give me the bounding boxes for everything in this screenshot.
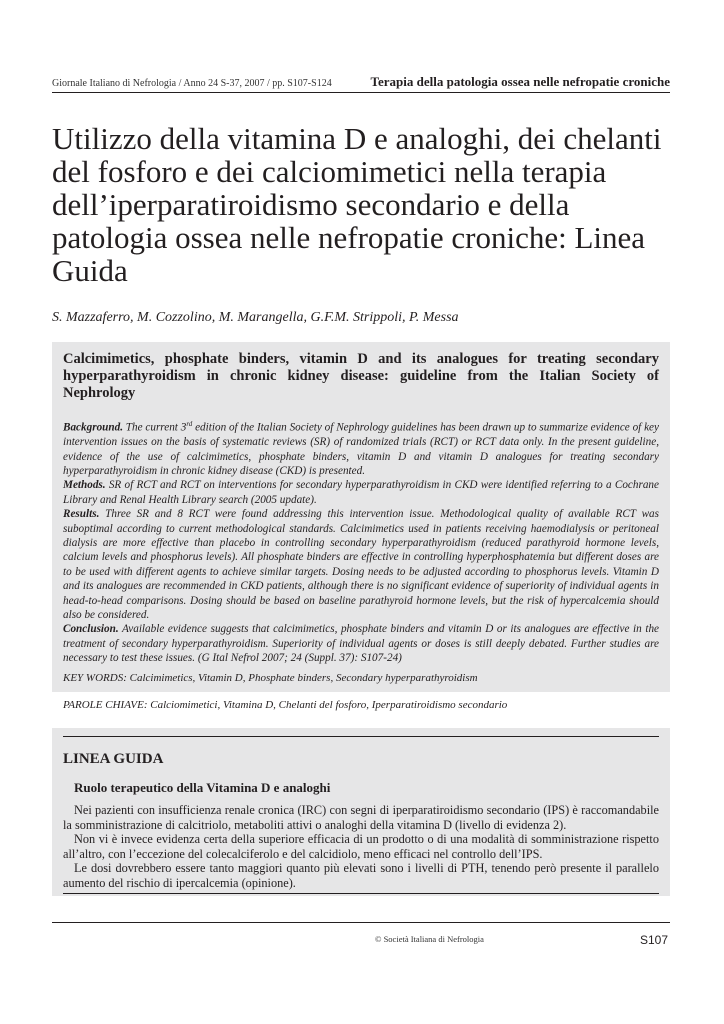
journal-citation: Giornale Italiano di Nefrologia / Anno 24 S-37, 2007 / pp. S107-S124 — [52, 78, 332, 89]
author-list: S. Mazzaferro, M. Cozzolino, M. Marangella, G.F.M. Strippoli, P. Messa — [52, 310, 459, 325]
abstract-results: Results. Three SR and 8 RCT were found addressing this intervention issue. Methodological quality of available RCT was suboptimal according to current methodological standards. Calcimimetics used in patients receiving haemodialysis or peritoneal dialysis are more effective than placebo in controlling secondary hyperparathyroidism (reduced parathyroid hormone levels, calcium levels and phosphorus levels). All phosphate binders are effective in controlling hyperphosphatemia but different doses are to be used with different agents to achieve similar targets. Dosing needs to be adjusted according to phosphorus levels. Vitamin D and its analogues are recommended in CKD patients, although there is no significant evidence of superiority of individual agents in head-to-head comparisons. Dosing should be based on baseline parathyroid hormone levels, but the risk of hypercalcemia should also be considered. — [63, 508, 659, 622]
background-label: Background. — [63, 421, 123, 434]
english-abstract — [52, 342, 670, 692]
running-title: Terapia della patologia ossea nelle nefropatie croniche — [370, 74, 670, 89]
page-number: S107 — [639, 933, 668, 947]
methods-label: Methods. — [63, 479, 106, 492]
guideline-heading: LINEA GUIDA — [63, 751, 164, 767]
copyright-notice: © Società Italiana di Nefrologia — [375, 934, 484, 944]
article-title: Utilizzo della vitamina D e analoghi, dei chelanti del fosforo e dei calciomimetici nella terapia dell’iperparatiroidismo secondario e della patologia ossea nelle nefropatie croniche: Linea Guida — [52, 121, 662, 288]
parole-chiave: PAROLE CHIAVE: Calciomimetici, Vitamina D, Chelanti del fosforo, Iperparatiroidismo secondario — [63, 699, 508, 711]
conclusion-label: Conclusion. — [63, 623, 119, 636]
abstract-title: Calcimimetics, phosphate binders, vitamin D and its analogues for treating secondary hyperparathyroidism in chronic kidney disease: guideline from the Italian Society of Nephrology — [63, 351, 659, 401]
running-header — [52, 68, 670, 93]
abstract-conclusion: Conclusion. Available evidence suggests that calcimimetics, phosphate binders and vitamin D or its analogues are effective in the treatment of secondary hyperparathyroidism. Superiority of individual agents or doses is still deeply debated. Further studies are necessary to test these issues. (G Ital Nefrol 2007; 24 (Suppl. 37): S107-24) — [63, 623, 659, 665]
footer-rule — [52, 922, 670, 923]
abstract-methods: Methods. SR of RCT and RCT on interventions for secondary hyperparathyroidism in CKD were identified referring to a Cochrane Library and Renal Health Library search (2005 update). — [63, 479, 659, 506]
guideline-top-rule — [63, 736, 659, 737]
abstract-body — [63, 417, 659, 666]
guideline-body — [63, 803, 659, 890]
results-label: Results. — [63, 508, 100, 521]
guideline-box — [52, 728, 670, 896]
guideline-paragraph: Nei pazienti con insufficienza renale cronica (IRC) con segni di iperparatiroidismo secondario (IPS) è raccomandabile la somministrazione di calcitriolo, metaboliti attivi o analoghi della vitamina D (livello di evidenza 2). — [63, 803, 659, 832]
guideline-paragraph: Non vi è invece evidenza certa della superiore efficacia di un prodotto o di una modalità di somministrazione rispetto all’altro, con l’eccezione del colecalciferolo e del calcidiolo, meno efficaci nel controllo dell’IPS. — [63, 832, 659, 861]
guideline-bottom-rule — [63, 893, 659, 894]
guideline-subheading: Ruolo terapeutico della Vitamina D e analoghi — [74, 780, 331, 795]
abstract-background: Background. The current 3rd edition of the Italian Society of Nephrology guidelines has been drawn up to summarize evidence of key intervention issues on the basis of systematic reviews (SR) of randomized trials (RCT) or RCT data only. In the present guideline, evidence of the use of calcimimetics, phosphate binders, vitamin D and vitamin D analogues for treating secondary hyperparathyroidism in chronic kidney disease (CKD) is presented. — [63, 420, 659, 477]
key-words: KEY WORDS: Calcimimetics, Vitamin D, Phosphate binders, Secondary hyperparathyroidism — [63, 672, 478, 684]
guideline-paragraph: Le dosi dovrebbero essere tanto maggiori quanto più elevati sono i livelli di PTH, tenendo però presente il parallelo aumento del rischio di ipercalcemia (opinione). — [63, 861, 659, 890]
